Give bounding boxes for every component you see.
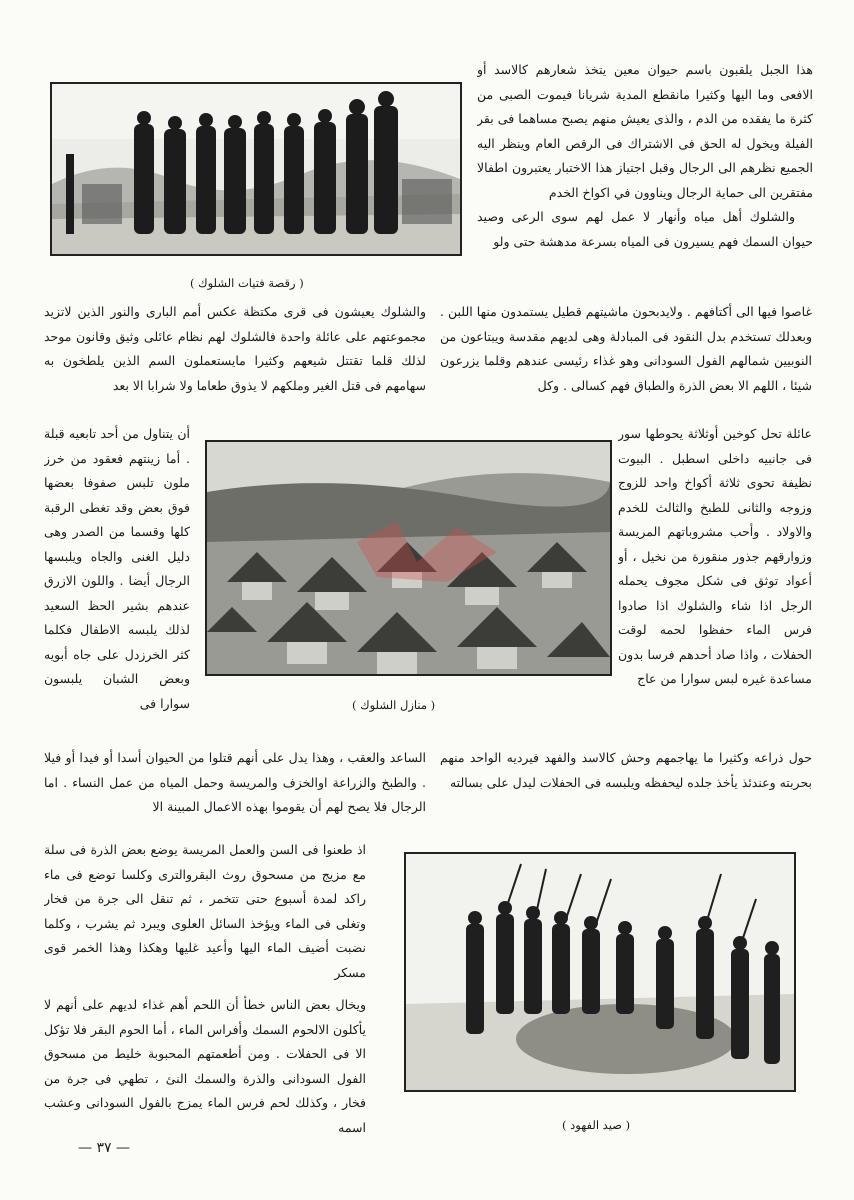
text-block-below-left xyxy=(44,746,426,822)
text-block-mid-left xyxy=(44,300,426,420)
paragraph: اذ طعنوا فى السن والعمل المريسة يوضع بعض الذرة فى سلة مع مزيج من مسحوق روث البقروالترى وكلسا توضع فى ماء راكد لمدة أسبوع حتى تتخمر ، ثم تنقل الى جرة من فخار وتغلى فى الماء ويؤخذ السائل العلوى ويبرد ثم يشرب ، وكلما نضبت أضيف الماء اليها وأعيد غليها وهكذا وهذا الخمر قوى مسكر xyxy=(44,842,366,980)
caption-hunt: ( صيد الفهود ) xyxy=(562,1118,631,1132)
paragraph: هذا الجبل يلقبون باسم حيوان معين يتخذ شعارهم كالاسد أو الافعى وما اليها وكثيرا مانقطع المدية شريانا فيموت الصبى من كثرة ما يفقده من الدم ، والذى يعيش منهم يصبح مساهما فى بقر الفيلة ويخول له الحق فى الاشتراك فى الرقص العام وينظر اليه الجميع نظرهم الى الرجال وقبل اجتياز هذا الاختبار يعتبرون اطفالا مفتقرين الى حماية الرجال ويناوون في اكواخ الخدم xyxy=(477,62,813,200)
paragraph: ويخال بعض الناس خطأ أن اللحم أهم غذاء لديهم على أنهم لا يأكلون الالحوم السمك وأفراس الماء ، أما الحوم البقر فلا تؤكل الا فى الحفلات . ومن أطعمتهم المحبوبة خليط من مسحوق الفول السودانى والذرة والسمك النئ ، تطهي فى جرة من فخار ، وكذلك لحم فرس الماء يمزج بالفول السودانى وعشب اسمه xyxy=(44,997,366,1135)
text-column-right xyxy=(618,422,812,740)
paragraph: أن يتناول من أحد تابعيه قبلة . أما زينتهم فعقود من خرز ملون تلبس صفوفا بعضها فوق بعض وقد تغطى الرقبة كلها وقسما من الصدر وهى دليل الغنى والجاه ويلبسها الرجال أيضا . واللون الازرق عندهم بشير الحظ السعيد لذلك يلبسه الاطفال فكلما كثر الخرزدل على جاه أبويه وبعض الشبان يلبسون سوارا فى xyxy=(44,426,190,711)
paragraph: حول ذراعه وكثيرا ما يهاجمهم وحش كالاسد والفهد فيرديه الواحد منهم بحربته وعندئذ يأخذ جلده ليحفظه ويلبسه فى الحفلات ليدل على بسالته xyxy=(440,750,812,790)
text-block-top-right xyxy=(477,58,813,280)
paragraph: عائلة تحل كوخين أوثلاثة يحوطها سور فى جانبيه داخلى اسطبل . البيوت نظيفة تحوى ثلاثة أكواخ واحد للزوج وزوجه والثانى للطبخ والثالث للخدم والاولاد . وأحب مشروباتهم المريسة وزوارقهم جذور منقورة من نخيل ، أو أعواد توثق فى شكل مجوف يحمله الرجل اذا شاء والشلوك اذا صادوا فرس الماء حفظوا لحمه لوقت الحفلات ، واذا صاد أحدهم فرسا بدون مساعدة غيره لبس سوارا من عاج xyxy=(618,426,812,686)
page-number: — ٣٧ — xyxy=(78,1140,130,1156)
photo-houses xyxy=(205,440,612,676)
caption-dance: ( رقصة فتيات الشلوك ) xyxy=(190,276,304,290)
photo-hunt xyxy=(404,852,796,1092)
caption-houses: ( منازل الشلوك ) xyxy=(352,698,436,712)
paragraph: والشلوك أهل مياه وأنهار لا عمل لهم سوى الرعى وصيد حيوان السمك فهم يسيرون فى المياه بسرعة مدهشة حتى ولو xyxy=(477,209,813,249)
text-column-left xyxy=(44,422,190,740)
paragraph: والشلوك يعيشون فى قرى مكتظة عكس أمم البارى والنور الذين لاتزيد مجموعتهم على عائلة واحدة فالشلوك لهم نظام عائلى وثيق وقانون موحد لذلك قلما تقتتل شيعهم وكثيرا مايستعملون السم الذين يلطخون به سهامهم فى قتل الغير وملكهم لا يذوق طعاما ولا شرابا الا بعد xyxy=(44,304,426,393)
paragraph: غاصوا فيها الى أكتافهم . ولايدبحون ماشيتهم قطيل يستمدون منها اللبن . وبعدلك تستخدم بدل النقود فى المبادلة وهى لديهم مقدسة ويبتاعون من النوبيين شمالهم الفول السودانى وهو غذاء رئيسى عندهم وقلما يزرعون شيئا ، اللهم الا بعض الذرة والطباق فهم كسالى . وكل xyxy=(440,304,812,393)
photo-dance xyxy=(50,82,462,256)
text-block-mid-right xyxy=(440,300,812,420)
paragraph: الساعد والعقب ، وهذا يدل على أنهم قتلوا من الحيوان أسدا أو فيدا أو فيلا . والطبخ والزراعة اوالخزف والمريسة وحمل المياه من عمل النساء . اما الرجال فلا يصح لهم أن يقوموا بهذه الاعمال المبينة الا xyxy=(44,750,426,814)
text-block-below-right xyxy=(440,746,812,822)
text-block-bottom-left xyxy=(44,838,366,1138)
